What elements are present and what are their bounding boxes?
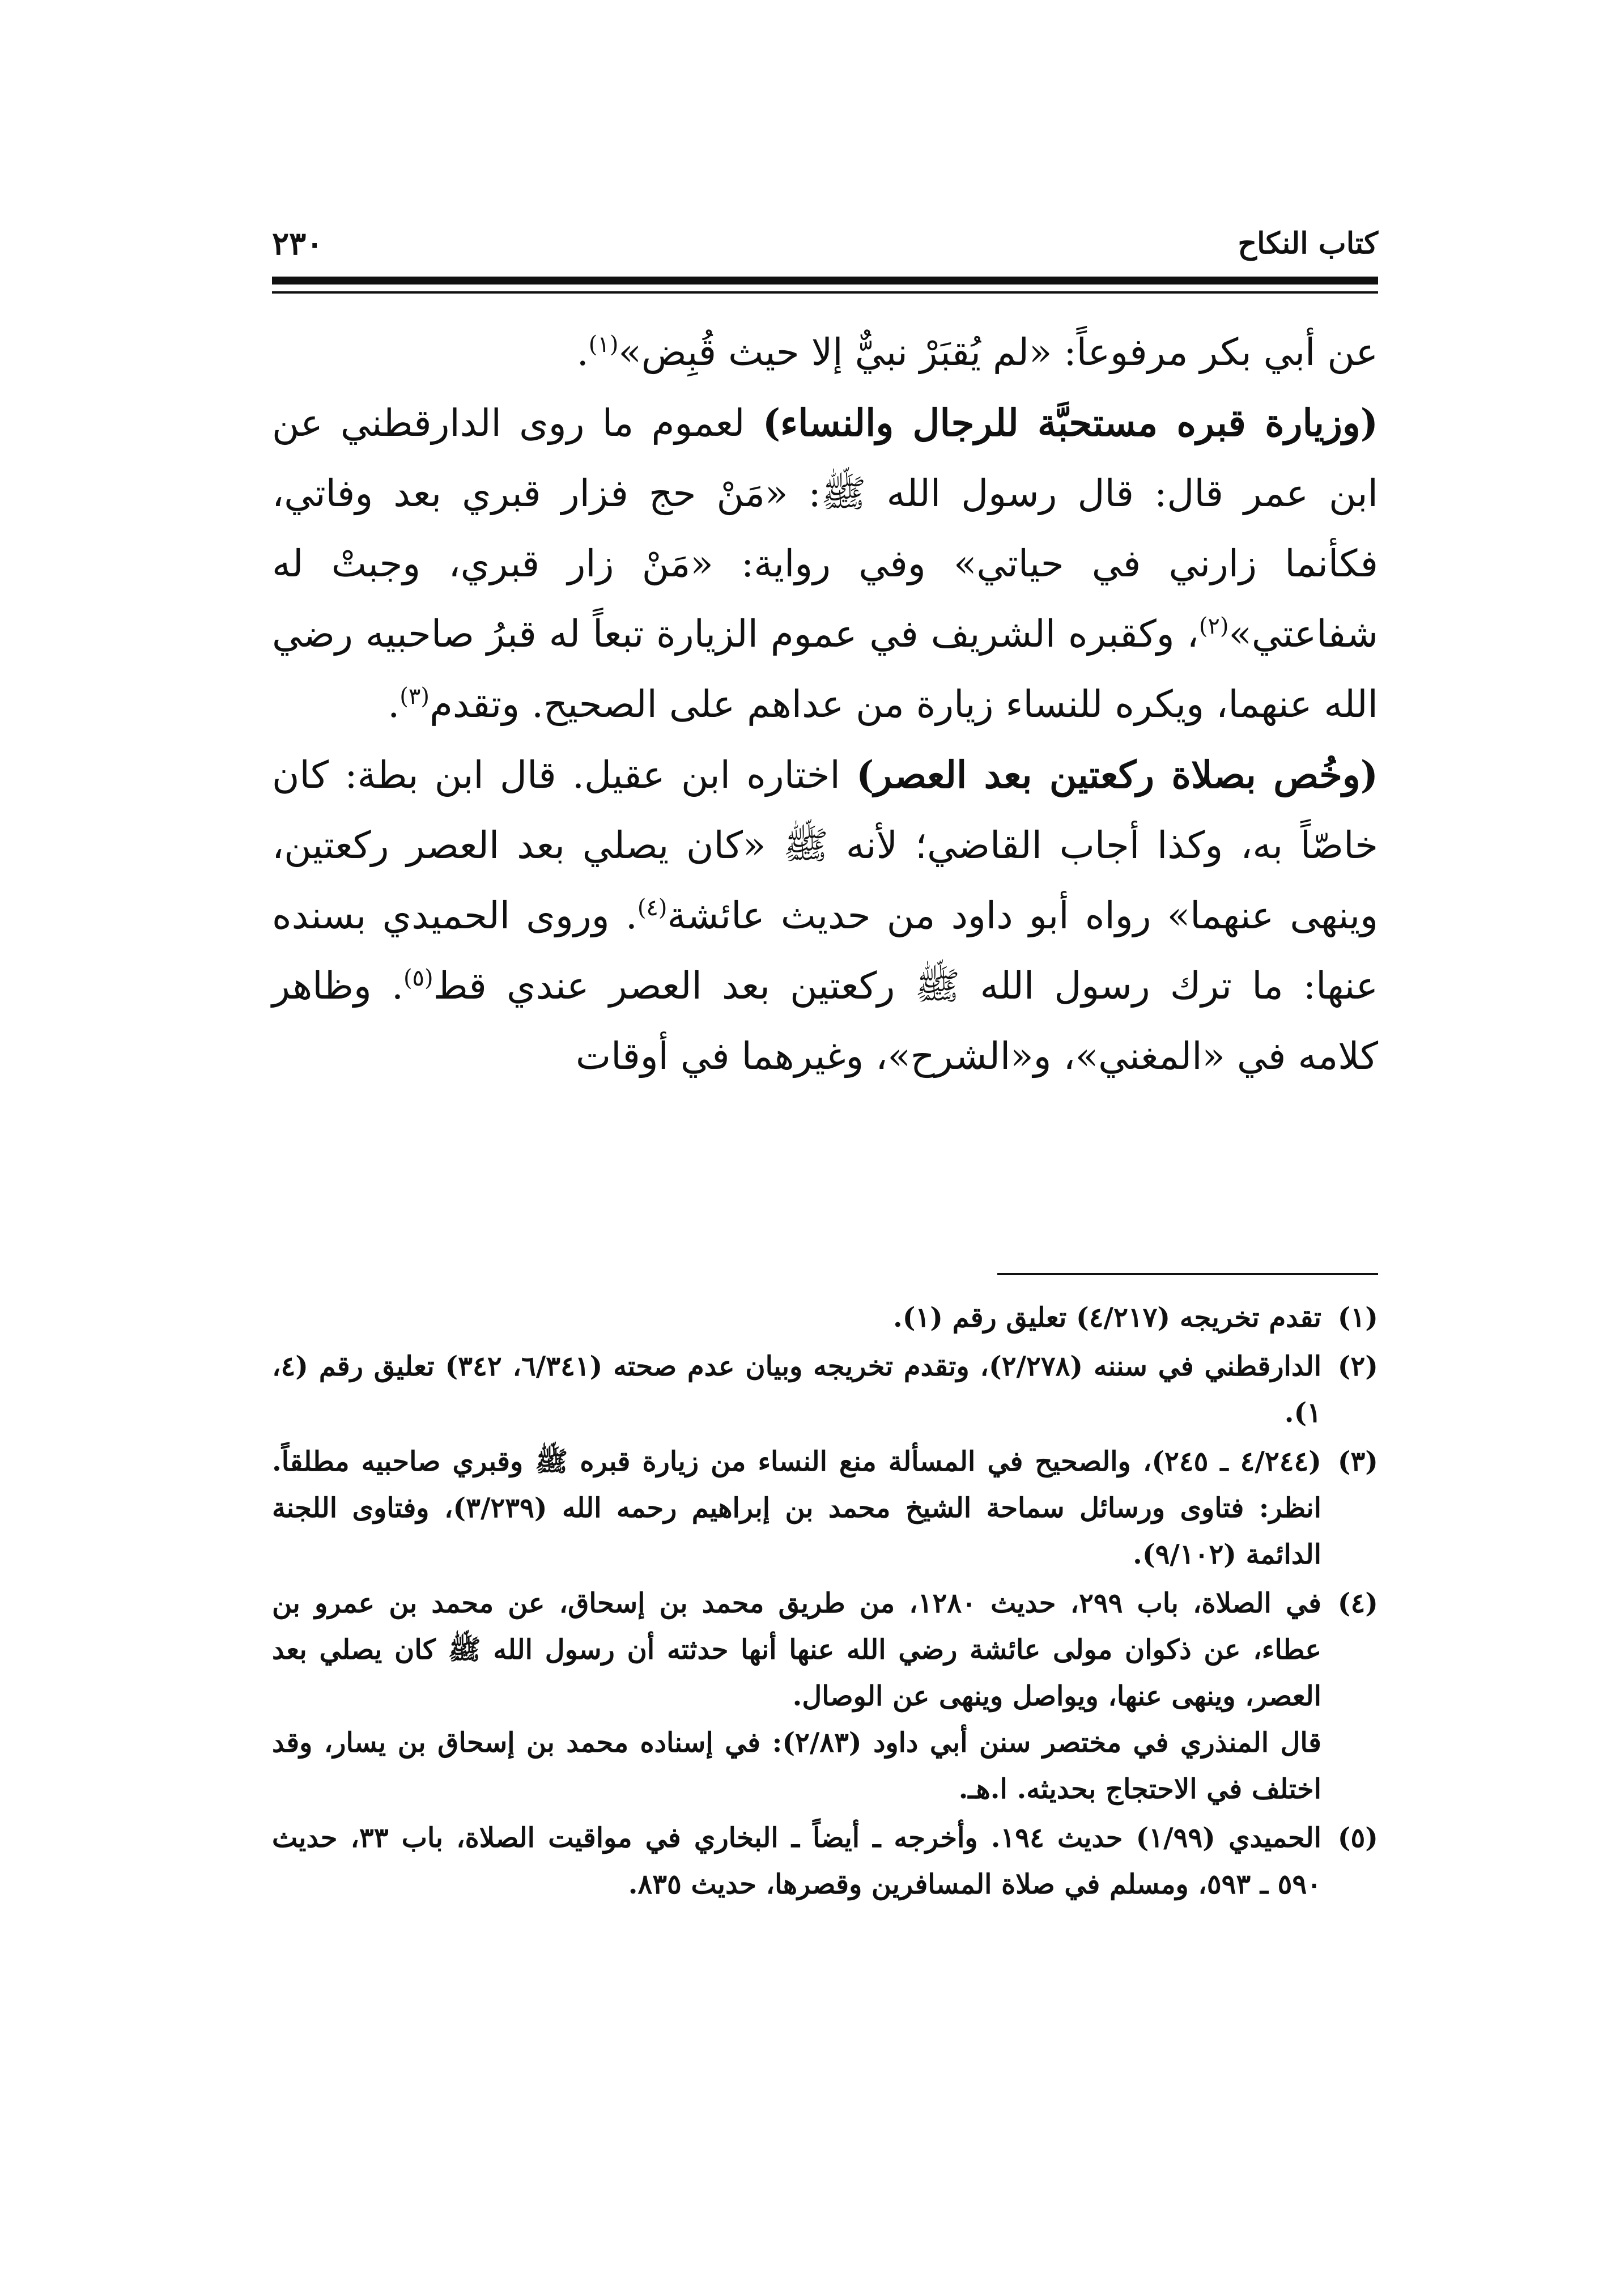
book-title: كتاب النكاح <box>1238 226 1378 261</box>
footnotes <box>272 1294 1378 1910</box>
footnote-number: (٥) <box>1337 1822 1378 1854</box>
paragraph-3-text: اختاره ابن عقيل. قال ابن بطة: كان خاصّاً به، وكذا أجاب القاضي؛ لأنه ﷺ «كان يصلي بعد العصر ركعتين، وينهى عنهما» رواه أبو داود من حديث عائشة <box>272 753 1378 937</box>
footnote-text: (٤/٢٤٤ ـ ٢٤٥)، والصحيح في المسألة منع النساء من زيارة قبره ﷺ وقبري صاحبيه مطلقاً. انظر: فتاوى ورسائل سماحة الشيخ محمد بن إبراهيم رحمه الله (٣/٢٣٩)، وفتاوى اللجنة الدائمة (٩/١٠٢). <box>272 1446 1322 1570</box>
paragraph-3 <box>272 740 1378 1092</box>
header-rule-thin <box>272 291 1378 294</box>
matn-phrase-prayer: (وخُص بصلاة ركعتين بعد العصر) <box>856 753 1378 797</box>
footnote-3 <box>272 1438 1378 1578</box>
paragraph-1-text: عن أبي بكر مرفوعاً: «لم يُقبَرْ نبيٌّ إلا حيث قُبِض» <box>618 330 1378 374</box>
main-text <box>272 317 1378 1092</box>
paragraph-2-text-cont: ، وكقبره الشريف في عموم الزيارة تبعاً له قبرُ صاحبيه رضي الله عنهما، ويكره للنساء زيارة من عداهم على الصحيح. وتقدم <box>272 612 1378 726</box>
footnote-text: في الصلاة، باب ٢٩٩، حديث ١٢٨٠، من طريق محمد بن إسحاق، عن محمد بن عمرو بن عطاء، عن ذكوان مولى عائشة رضي الله عنها أنها حدثته أن رسول الله ﷺ كان يصلي بعد العصر، وينهى عنها، ويواصل وينهى عن الوصال. <box>272 1587 1321 1712</box>
footnote-separator <box>997 1273 1378 1275</box>
footnote-text: الدارقطني في سننه (٢/٢٧٨)، وتقدم تخريجه وبيان عدم صحته (٦/٣٤١، ٣٤٢) تعليق رقم (٤، ١). <box>272 1351 1322 1429</box>
page-number: ٢٣٠ <box>272 225 324 262</box>
footnote-ref-2: (٢) <box>1198 613 1229 639</box>
footnote-text-extra: قال المنذري في مختصر سنن أبي داود (٢/٨٣): في إسناده محمد بن إسحاق بن يسار، وقد اختلف في الاحتجاج بحديثه. ا.هـ. <box>272 1727 1321 1805</box>
footnote-ref-4: (٤) <box>637 895 668 921</box>
footnote-2 <box>272 1343 1378 1436</box>
footnote-5 <box>272 1815 1378 1908</box>
paragraph-3-text-end: . وظاهر كلامه في «المغني»، و«الشرح»، وغيرهما في أوقات <box>272 964 1378 1078</box>
paragraph-2-text: لعموم ما روى الدارقطني عن ابن عمر قال: قال رسول الله ﷺ: «مَنْ حج فزار قبري بعد وفاتي، فكأنما زارني في حياتي» وفي رواية: «مَنْ زار قبري، وجبتْ له شفاعتي» <box>272 401 1378 656</box>
footnote-number: (٣) <box>1337 1446 1378 1477</box>
footnote-number: (٢) <box>1337 1351 1378 1382</box>
paragraph-1: عن أبي بكر مرفوعاً: «لم يُقبَرْ نبيٌّ إلا حيث قُبِض»$^{(١)}$. <box>576 330 1378 374</box>
footnote-text: الحميدي (١/٩٩) حديث ١٩٤. وأخرجه ـ أيضاً ـ البخاري في مواقيت الصلاة، باب ٣٣، حديث ٥٩٠ ـ ٥٩٣، ومسلم في صلاة المسافرين وقصرها، حديث ٨٣٥. <box>272 1822 1322 1900</box>
footnote-number: (١) <box>1337 1302 1378 1334</box>
paragraph-3-text-cont: . وروى الحميدي بسنده عنها: ما ترك رسول الله ﷺ ركعتين بعد العصر عندي قط <box>272 894 1378 1008</box>
footnote-4 <box>272 1580 1378 1812</box>
page-header <box>272 221 1378 266</box>
header-rule-thick <box>272 277 1378 284</box>
paragraph-2: (وزيارة قبره مستحبَّة للرجال والنساء) لعموم ما روى الدارقطني عن ابن عمر قال: قال رسول الله ﷺ: «مَنْ حج فزار قبري بعد وفاتي، فكأنما زارني في حياتي» وفي رواية: «مَنْ زار قبري، وجبتْ له شفاعتي»$^{(٢)}$، وكقبره الشريف في عموم الزيارة تبعاً له قبرُ صاحبيه رضي الله عنهما، ويكره للنساء زيارة من عداهم على الصحيح. وتقدم$^{(٣)}$. <box>272 401 1379 726</box>
footnote-ref-1: (١) <box>588 332 619 358</box>
footnote-number: (٤) <box>1337 1587 1378 1619</box>
footnote-1 <box>272 1294 1378 1341</box>
footnote-ref-3: (٣) <box>399 683 430 710</box>
matn-phrase-visit: (وزيارة قبره مستحبَّة للرجال والنساء) <box>762 401 1379 445</box>
footnote-text: تقدم تخريجه (٤/٢١٧) تعليق رقم (١). <box>893 1302 1321 1334</box>
footnote-ref-5: (٥) <box>403 965 433 991</box>
